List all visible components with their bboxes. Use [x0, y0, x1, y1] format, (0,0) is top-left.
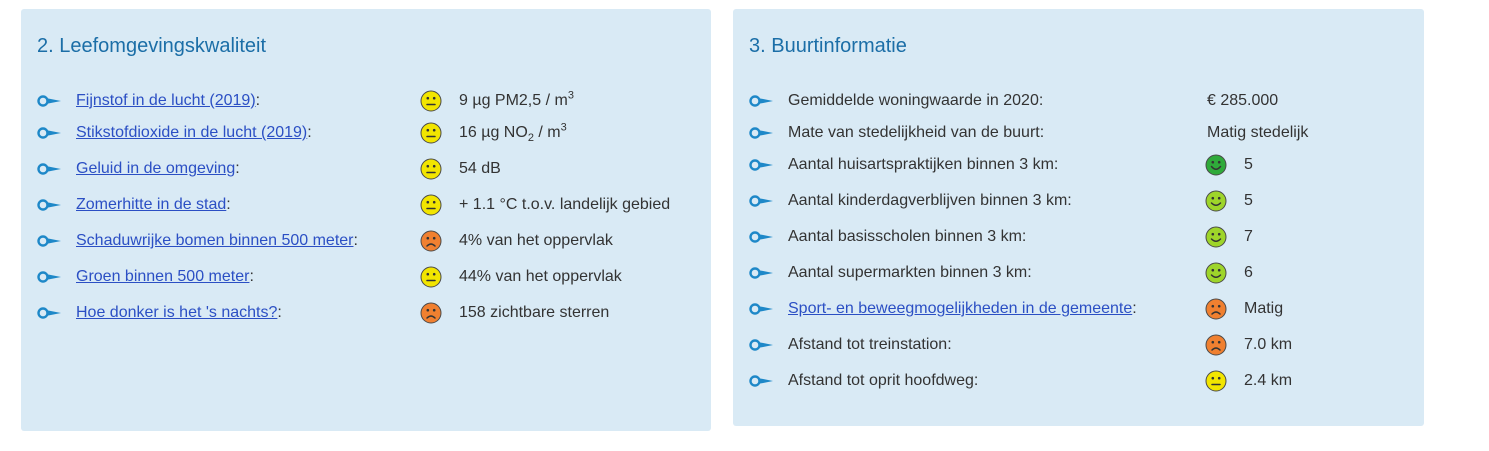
label-suffix: : — [277, 304, 282, 321]
link-stikstofdioxide[interactable]: Stikstofdioxide in de lucht (2019) — [76, 124, 308, 141]
link-geluid[interactable]: Geluid in de omgeving — [76, 160, 236, 177]
happy-face-icon — [1205, 262, 1227, 284]
leefomgevingskwaliteit-panel — [21, 9, 711, 431]
label-supermarkten: Aantal supermarkten binnen 3 km: — [788, 264, 1032, 281]
neutral-face-icon — [420, 158, 442, 180]
value-schaduwrijke-bomen: 4% van het oppervlak — [459, 232, 613, 249]
value-geluid: 54 dB — [459, 160, 501, 177]
value-groen: 44% van het oppervlak — [459, 268, 622, 285]
label-suffix: : — [226, 196, 231, 213]
neutral-face-icon — [420, 122, 442, 144]
value-supermarkten: 6 — [1244, 264, 1253, 281]
neutral-face-icon — [1205, 370, 1227, 392]
happy-face-icon — [1205, 226, 1227, 248]
bullet-arrow-icon — [749, 95, 775, 107]
value-treinstation: 7.0 km — [1244, 336, 1293, 353]
bullet-arrow-icon — [37, 127, 63, 139]
list-item-hoofdweg — [733, 369, 1424, 393]
list-item-schaduwrijke-bomen — [21, 229, 711, 253]
label-huisartsen: Aantal huisartspraktijken binnen 3 km: — [788, 156, 1059, 173]
bullet-arrow-icon — [37, 199, 63, 211]
value-stedelijkheid: Matig stedelijk — [1207, 124, 1309, 141]
label-suffix: : — [307, 124, 312, 141]
link-fijnstof[interactable]: Fijnstof in de lucht (2019) — [76, 92, 256, 109]
link-schaduwrijke-bomen[interactable]: Schaduwrijke bomen binnen 500 meter — [76, 232, 354, 249]
sad-face-icon — [1205, 298, 1227, 320]
bullet-arrow-icon — [37, 235, 63, 247]
list-item-groen — [21, 265, 711, 289]
value-fijnstof: 9 µg $PM2,5 / m^3$ — [459, 89, 574, 109]
value-donker: 158 zichtbare sterren — [459, 304, 610, 321]
link-groen[interactable]: Groen binnen 500 meter — [76, 268, 250, 285]
bullet-arrow-icon — [749, 375, 775, 387]
neutral-face-icon — [420, 266, 442, 288]
label-basisscholen: Aantal basisscholen binnen 3 km: — [788, 228, 1027, 245]
panel-title-buurtinformatie: 3. Buurtinformatie — [749, 35, 907, 57]
bullet-arrow-icon — [749, 267, 775, 279]
list-item-treinstation — [733, 333, 1424, 357]
value-zomerhitte: + 1.1 °C t.o.v. landelijk gebied — [459, 196, 671, 213]
value-sport: Matig — [1244, 300, 1284, 317]
label-woningwaarde: Gemiddelde woningwaarde in 2020: — [788, 92, 1044, 109]
list-item-sport — [733, 297, 1424, 321]
link-zomerhitte[interactable]: Zomerhitte in de stad — [76, 196, 227, 213]
list-item-stikstofdioxide — [21, 121, 711, 145]
panel-title-leefomgeving: 2. Leefomgevingskwaliteit — [37, 35, 267, 57]
label-treinstation: Afstand tot treinstation: — [788, 336, 952, 353]
list-item-basisscholen — [733, 225, 1424, 249]
sad-face-icon — [1205, 334, 1227, 356]
value-stikstofdioxide: 16 µg $NO_2 / m^3$ — [459, 121, 567, 145]
sad-face-icon — [420, 302, 442, 324]
sad-face-icon — [420, 230, 442, 252]
list-item-donker — [21, 301, 711, 325]
happy-face-icon — [1205, 190, 1227, 212]
list-item-huisartsen — [733, 153, 1424, 177]
value-woningwaarde: € 285.000 — [1207, 92, 1279, 109]
label-suffix: : — [353, 232, 358, 249]
bullet-arrow-icon — [749, 339, 775, 351]
value-basisscholen: 7 — [1244, 228, 1253, 245]
value-kinderdagverblijven: 5 — [1244, 192, 1253, 209]
bullet-arrow-icon — [749, 159, 775, 171]
buurtinformatie-panel — [733, 9, 1424, 426]
neutral-face-icon — [420, 194, 442, 216]
list-item-kinderdagverblijven — [733, 189, 1424, 213]
bullet-arrow-icon — [37, 95, 63, 107]
bullet-arrow-icon — [37, 307, 63, 319]
list-item-supermarkten — [733, 261, 1424, 285]
bullet-arrow-icon — [37, 271, 63, 283]
label-stedelijkheid: Mate van stedelijkheid van de buurt: — [788, 124, 1045, 141]
bullet-arrow-icon — [37, 163, 63, 175]
list-item-fijnstof — [21, 89, 711, 113]
list-item-geluid — [21, 157, 711, 181]
value-huisartsen: 5 — [1244, 156, 1253, 173]
bullet-arrow-icon — [749, 127, 775, 139]
label-kinderdagverblijven: Aantal kinderdagverblijven binnen 3 km: — [788, 192, 1072, 209]
label-suffix: : — [1132, 300, 1137, 317]
list-item-stedelijkheid — [733, 121, 1424, 145]
bullet-arrow-icon — [749, 195, 775, 207]
list-item-woningwaarde — [733, 89, 1424, 113]
bullet-arrow-icon — [749, 303, 775, 315]
label-suffix: : — [255, 92, 261, 109]
label-hoofdweg: Afstand tot oprit hoofdweg: — [788, 372, 979, 389]
label-suffix: : — [235, 160, 240, 177]
link-donker[interactable]: Hoe donker is het 's nachts? — [76, 304, 278, 321]
value-hoofdweg: 2.4 km — [1244, 372, 1293, 389]
link-sport[interactable]: Sport- en beweegmogelijkheden in de gemeente — [788, 300, 1133, 317]
very-happy-face-icon — [1205, 154, 1227, 176]
label-suffix: : — [249, 268, 254, 285]
neutral-face-icon — [420, 90, 442, 112]
list-item-zomerhitte — [21, 193, 711, 217]
bullet-arrow-icon — [749, 231, 775, 243]
